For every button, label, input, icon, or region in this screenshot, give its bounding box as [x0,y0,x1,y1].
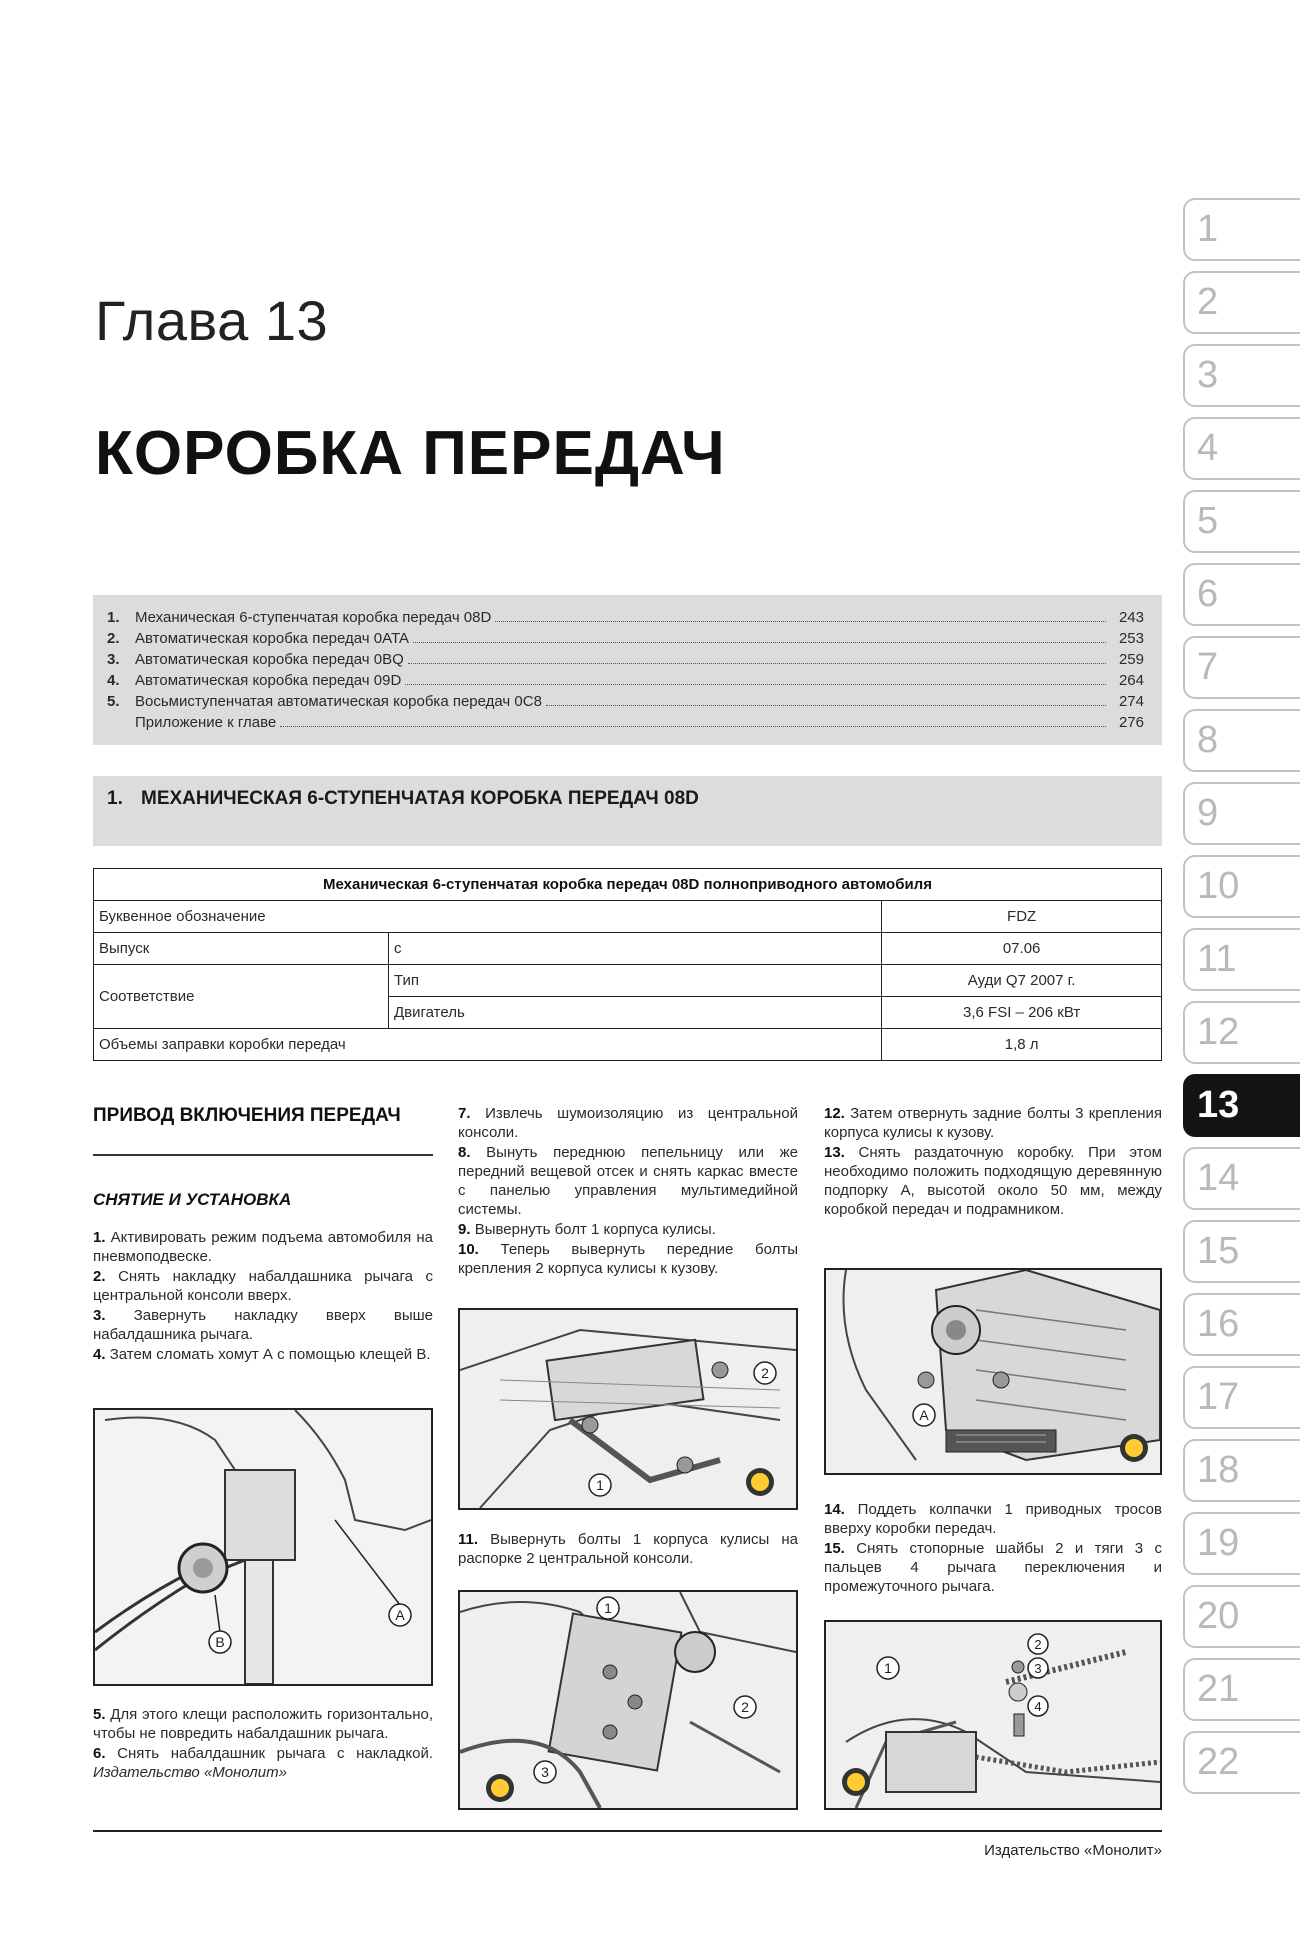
chapter-tab-22[interactable]: 22 [1183,1731,1300,1794]
section-title: МЕХАНИЧЕСКАЯ 6-СТУПЕНЧАТАЯ КОРОБКА ПЕРЕДАЧ 08D [141,788,699,809]
figure-pliers [93,1408,433,1686]
footer-rule [93,1830,1162,1832]
chapter-tab-2[interactable]: 2 [1183,271,1300,334]
watermark-text: Издательство «Монолит» [93,1764,287,1781]
chapter-tab-1[interactable]: 1 [1183,198,1300,261]
figure-callout: 4 [1034,1699,1042,1714]
chapter-tab-8[interactable]: 8 [1183,709,1300,772]
step: 14. Поддеть колпачки 1 приводных тросов вверху коробки передач. [824,1501,1162,1537]
chapter-tab-15[interactable]: 15 [1183,1220,1300,1283]
figure-callout: 2 [761,1365,769,1381]
chapter-tab-18[interactable]: 18 [1183,1439,1300,1502]
subsection-heading: ПРИВОД ВКЛЮЧЕНИЯ ПЕРЕДАЧ [93,1105,401,1126]
step: 6. Снять набалдашник рычага с накладкой. Издательство «Монолит» [93,1745,433,1781]
chapter-tab-16[interactable]: 16 [1183,1293,1300,1356]
step: 5. Для этого клещи расположить горизонтально, чтобы не повредить набалдашник рычага. [93,1706,433,1742]
chapter-tab-4[interactable]: 4 [1183,417,1300,480]
chapter-tab-11[interactable]: 11 [1183,928,1300,991]
step: 12. Затем отвернуть задние болты 3 крепления корпуса кулисы к кузову. [824,1105,1162,1141]
steps-block [458,1104,798,1279]
figure-callout: 1 [884,1660,892,1676]
spec-cell: 07.06 [882,933,1162,965]
chapter-label: Глава 13 [95,289,329,352]
chapter-tab-6[interactable]: 6 [1183,563,1300,626]
steps-block [458,1530,798,1569]
spec-cell: Объемы заправки коробки передач [94,1029,882,1061]
chapter-tab-7[interactable]: 7 [1183,636,1300,699]
step: 3. Завернуть накладку вверх выше набалдашника рычага. [93,1307,433,1343]
figure-callout: 3 [1034,1661,1042,1676]
figure-callout: 3 [541,1764,549,1780]
toc-item[interactable]: 1. Механическая 6-ступенчатая коробка передач 08D 243 [107,609,1144,626]
step: 13. Снять раздаточную коробку. При этом необходимо положить подходящую деревянную подпорку А, высотой около 50 мм, между коробкой передач и подрамником. [824,1144,1162,1218]
spec-cell: Двигатель [389,997,882,1029]
chapter-tab-20[interactable]: 20 [1183,1585,1300,1648]
step: 10. Теперь вывернуть передние болты крепления 2 корпуса кулисы к кузову. [458,1241,798,1277]
chapter-tab-12[interactable]: 12 [1183,1001,1300,1064]
step: 11. Вывернуть болты 1 корпуса кулисы на распорке 2 центральной консоли. [458,1531,798,1567]
step: 4. Затем сломать хомут А с помощью клещей В. [93,1346,431,1363]
step: 1. Активировать режим подъема автомобиля на пневмоподвеске. [93,1229,434,1265]
figure-callout: 2 [1034,1637,1042,1652]
toc-item[interactable]: Приложение к главе 276 [135,714,1144,731]
steps-block [824,1500,1162,1597]
section-heading [93,776,1162,846]
spec-cell: 1,8 л [882,1029,1162,1061]
chapter-tab-14[interactable]: 14 [1183,1147,1300,1210]
table-of-contents [93,595,1162,745]
toc-item[interactable]: 4. Автоматическая коробка передач 09D 264 [107,672,1144,689]
steps-block [824,1104,1162,1220]
chapter-tab-17[interactable]: 17 [1183,1366,1300,1429]
chapter-tab-19[interactable]: 19 [1183,1512,1300,1575]
spec-cell: с [389,933,882,965]
figure-callout: B [215,1634,225,1650]
procedure-heading: СНЯТИЕ И УСТАНОВКА [93,1190,292,1209]
figure-shift-housing [458,1308,798,1510]
spec-cell: Буквенное обозначение [94,901,882,933]
figure-callout: A [919,1407,929,1423]
spec-cell: Ауди Q7 2007 г. [882,965,1162,997]
spec-cell: 3,6 FSI – 206 кВт [882,997,1162,1029]
spec-table-caption: Механическая 6-ступенчатая коробка передач 08D полноприводного автомобиля [94,869,1162,901]
step: 9. Вывернуть болт 1 корпуса кулисы. [458,1221,716,1238]
chapter-tab-9[interactable]: 9 [1183,782,1300,845]
spec-cell: FDZ [882,901,1162,933]
step: 2. Снять накладку набалдашника рычага с центральной консоли вверх. [93,1268,433,1304]
figure-console-brace [458,1590,798,1810]
steps-block [93,1228,433,1365]
toc-item[interactable]: 5. Восьмиступенчатая автоматическая коробка передач 0C8 274 [107,693,1144,710]
figure-callout: A [395,1607,405,1623]
chapter-tab-21[interactable]: 21 [1183,1658,1300,1721]
toc-item[interactable]: 3. Автоматическая коробка передач 0BQ 259 [107,651,1144,668]
chapter-tab-10[interactable]: 10 [1183,855,1300,918]
section-number: 1. [107,788,123,809]
figure-callout: 1 [604,1600,612,1616]
step: 15. Снять стопорные шайбы 2 и тяги 3 с пальцев 4 рычага переключения и промежуточного рычага. [824,1540,1163,1595]
chapter-title: КОРОБКА ПЕРЕДАЧ [95,419,726,488]
spec-table [93,868,1162,1061]
footer-publisher: Издательство «Монолит» [984,1842,1162,1859]
toc-item[interactable]: 2. Автоматическая коробка передач 0ATA 253 [107,630,1144,647]
step: 8. Вынуть переднюю пепельницу или же передний вещевой отсек и снять каркас вместе с панелью управления мультимедийной системы. [458,1144,799,1218]
steps-block [93,1705,433,1783]
figure-transfer-case [824,1268,1162,1475]
chapter-tab-3[interactable]: 3 [1183,344,1300,407]
figure-callout: 1 [596,1477,604,1493]
spec-cell: Тип [389,965,882,997]
spec-cell: Выпуск [94,933,389,965]
spec-cell: Соответствие [94,965,389,1029]
figure-callout: 2 [741,1699,749,1715]
chapter-tab-13[interactable]: 13 [1183,1074,1300,1137]
step: 7. Извлечь шумоизоляцию из центральной консоли. [458,1105,798,1141]
heading-rule [93,1154,433,1156]
chapter-tab-5[interactable]: 5 [1183,490,1300,553]
figure-shift-cables [824,1620,1162,1810]
